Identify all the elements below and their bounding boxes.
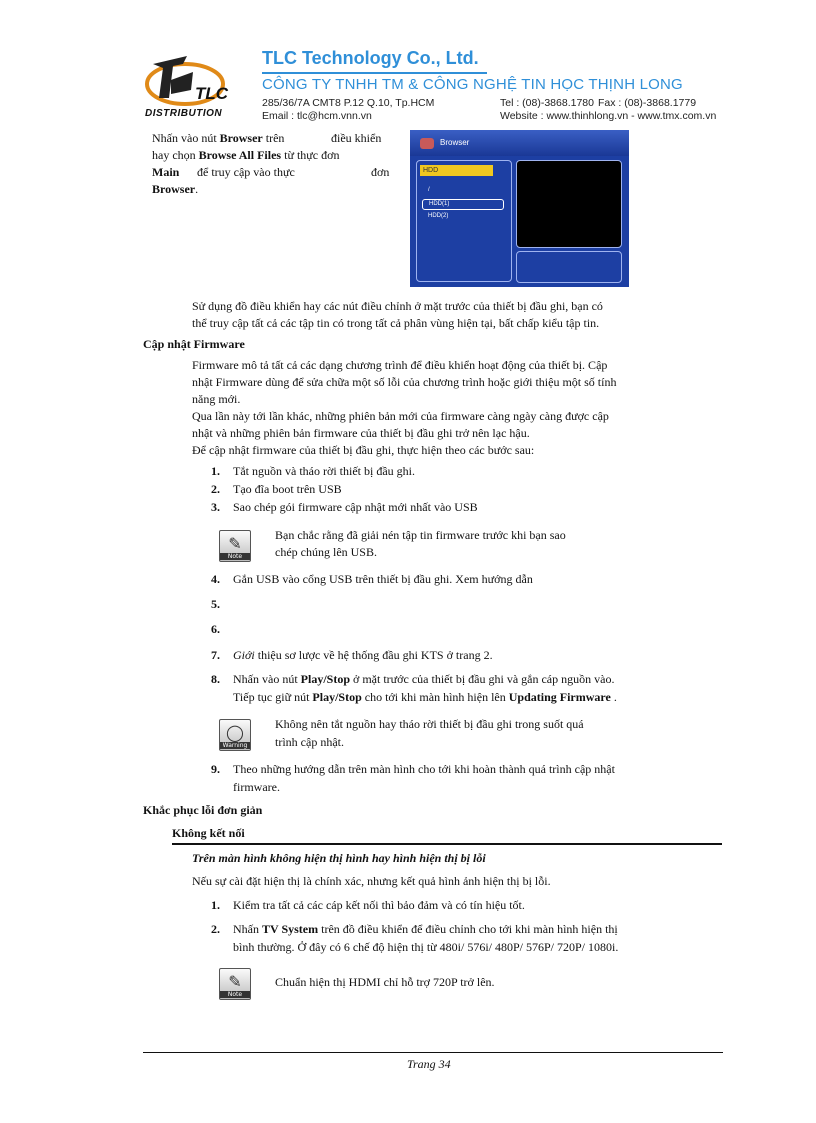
note-1-line-2: chép chúng lên USB. bbox=[275, 545, 377, 559]
note-icon: ✎ Note bbox=[219, 968, 251, 1000]
access-text-line-1: Sử dụng đồ điều khiển hay các nút điều chỉnh ở mặt trước của thiết bị đầu ghi, bạn có bbox=[192, 299, 603, 313]
step-9-line-2: firmware. bbox=[233, 780, 280, 794]
note-2-line-1: Không nên tắt nguồn hay tháo rời thiết bị đầu ghi trong suốt quá bbox=[275, 717, 584, 731]
note-2-line-2: trình cập nhật. bbox=[275, 735, 344, 749]
company-address: 285/36/7A CMT8 P.12 Q.10, Tp.HCM bbox=[262, 97, 435, 109]
note-3: Chuẩn hiện thị HDMI chỉ hỗ trợ 720P trở lên. bbox=[275, 975, 495, 989]
company-name-en: TLC Technology Co., Ltd. bbox=[262, 48, 479, 68]
firmware-p1-l1: Firmware mô tả tất cả các dạng chương trình để điều khiển hoạt động của thiết bị. Cập bbox=[192, 358, 608, 372]
warning-icon: ◯ Warning bbox=[219, 719, 251, 751]
step-9-line-1: 9. Theo những hướng dẫn trên màn hình cho tới khi hoàn thành quá trình cập nhật bbox=[211, 762, 615, 776]
browser-item-hdd1: HDD(1) bbox=[422, 199, 504, 210]
intro-line-1: Nhấn vào nút Browser trên bbox=[152, 131, 285, 145]
company-email: Email : tlc@hcm.vnn.vn bbox=[262, 110, 372, 122]
section-rule bbox=[172, 843, 722, 845]
firmware-p1-l2: nhật Firmware dùng để sửa chữa một số lỗi của chương trình hoặc giới thiệu một số tính bbox=[192, 375, 617, 389]
step-5: 5. bbox=[211, 597, 220, 611]
step-6: 6. bbox=[211, 622, 220, 636]
header-rule bbox=[262, 72, 487, 74]
logo-text: TLC bbox=[195, 84, 229, 103]
troubleshoot-italic-heading: Trên màn hình không hiện thị hình hay hình hiện thị bị lỗi bbox=[192, 851, 486, 865]
browser-left-panel bbox=[416, 160, 512, 282]
intro-line-2: hay chọn Browse All Files từ thực đơn bbox=[152, 148, 340, 162]
firmware-heading: Cập nhật Firmware bbox=[143, 337, 245, 351]
step-7: 7. Giới thiệu sơ lược về hệ thống đầu ghi KTS ở trang 2. bbox=[211, 648, 493, 662]
company-website: Website : www.thinhlong.vn - www.tmx.com.vn bbox=[500, 110, 717, 122]
browser-app-icon bbox=[420, 138, 434, 149]
browser-info-panel bbox=[516, 251, 622, 283]
firmware-p3: Để cập nhật firmware của thiết bị đầu ghi, thực hiện theo các bước sau: bbox=[192, 443, 535, 457]
step-4: 4. Gắn USB vào cổng USB trên thiết bị đầu ghi. Xem hướng dẫn bbox=[211, 572, 533, 586]
footer-rule bbox=[143, 1052, 723, 1053]
troubleshoot-step-2-line-2: bình thường. Ở đây có 6 chế độ hiện thị từ 480i/ 576i/ 480P/ 576P/ 720P/ 1080i. bbox=[233, 940, 619, 954]
intro-line-3a: Main bbox=[152, 165, 180, 179]
browser-title: Browser bbox=[440, 138, 470, 147]
browser-item-root: / bbox=[428, 187, 430, 193]
intro-line-3b: để truy cập vào thực bbox=[197, 165, 295, 179]
note-icon: ✎ Note bbox=[219, 530, 251, 562]
logo-subtext: DISTRIBUTION bbox=[145, 108, 223, 119]
step-8-line-1: 8. Nhấn vào nút Play/Stop ở mặt trước của thiết bị đầu ghi và gắn cáp nguồn vào. bbox=[211, 672, 615, 686]
step-3: 3. Sao chép gói firmware cập nhật mới nhất vào USB bbox=[211, 500, 478, 514]
note-1-line-1: Bạn chắc rằng đã giải nén tập tin firmware trước khi bạn sao bbox=[275, 528, 566, 542]
browser-item-hdd2: HDD(2) bbox=[428, 213, 449, 219]
troubleshoot-p1: Nếu sự cài đặt hiện thị là chính xác, nhưng kết quả hình ảnh hiện thị bị lỗi. bbox=[192, 874, 551, 888]
step-1: 1. Tắt nguồn và tháo rời thiết bị đầu ghi. bbox=[211, 464, 415, 478]
browser-tab-hdd: HDD bbox=[420, 165, 493, 176]
access-text-line-2: thể truy cập tất cả các tập tin có trong tất cả phân vùng hiện tại, bất chấp kiểu tập tin. bbox=[192, 316, 600, 330]
firmware-p2-l1: Qua lần này tới lần khác, những phiên bản mới của firmware càng ngày càng được cập bbox=[192, 409, 609, 423]
firmware-p1-l3: năng mới. bbox=[192, 392, 241, 406]
intro-line-4: Browser. bbox=[152, 182, 199, 196]
page-number: Trang 34 bbox=[407, 1057, 451, 1071]
troubleshoot-heading: Khắc phục lỗi đơn giản bbox=[143, 803, 263, 817]
company-name-vn: CÔNG TY TNHH TM & CÔNG NGHỆ TIN HỌC THỊNH LONG bbox=[262, 76, 683, 93]
troubleshoot-step-2-line-1: 2. Nhấn TV System trên đồ điều khiển để điều chỉnh cho tới khi màn hình hiện thị bbox=[211, 922, 618, 936]
browser-screenshot bbox=[410, 130, 629, 287]
troubleshoot-subheading: Không kết nối bbox=[172, 826, 245, 840]
firmware-p2-l2: nhật và những phiên bản firmware của thiết bị đầu ghi trở nên lạc hậu. bbox=[192, 426, 530, 440]
troubleshoot-step-1: 1. Kiểm tra tất cả các cáp kết nối thì bảo đảm và có tín hiệu tốt. bbox=[211, 898, 525, 912]
browser-preview-panel bbox=[516, 160, 622, 248]
intro-line-1-tail: điều khiển bbox=[331, 131, 382, 145]
company-tel: Tel : (08)-3868.1780 bbox=[500, 97, 594, 109]
intro-line-3c: đơn bbox=[371, 165, 390, 179]
company-logo bbox=[143, 50, 248, 122]
company-fax: Fax : (08)-3868.1779 bbox=[598, 97, 697, 109]
step-8-line-2: Tiếp tục giữ nút Play/Stop cho tới khi màn hình hiện lên Updating Firmware . bbox=[233, 690, 617, 704]
step-2: 2. Tạo đĩa boot trên USB bbox=[211, 482, 342, 496]
